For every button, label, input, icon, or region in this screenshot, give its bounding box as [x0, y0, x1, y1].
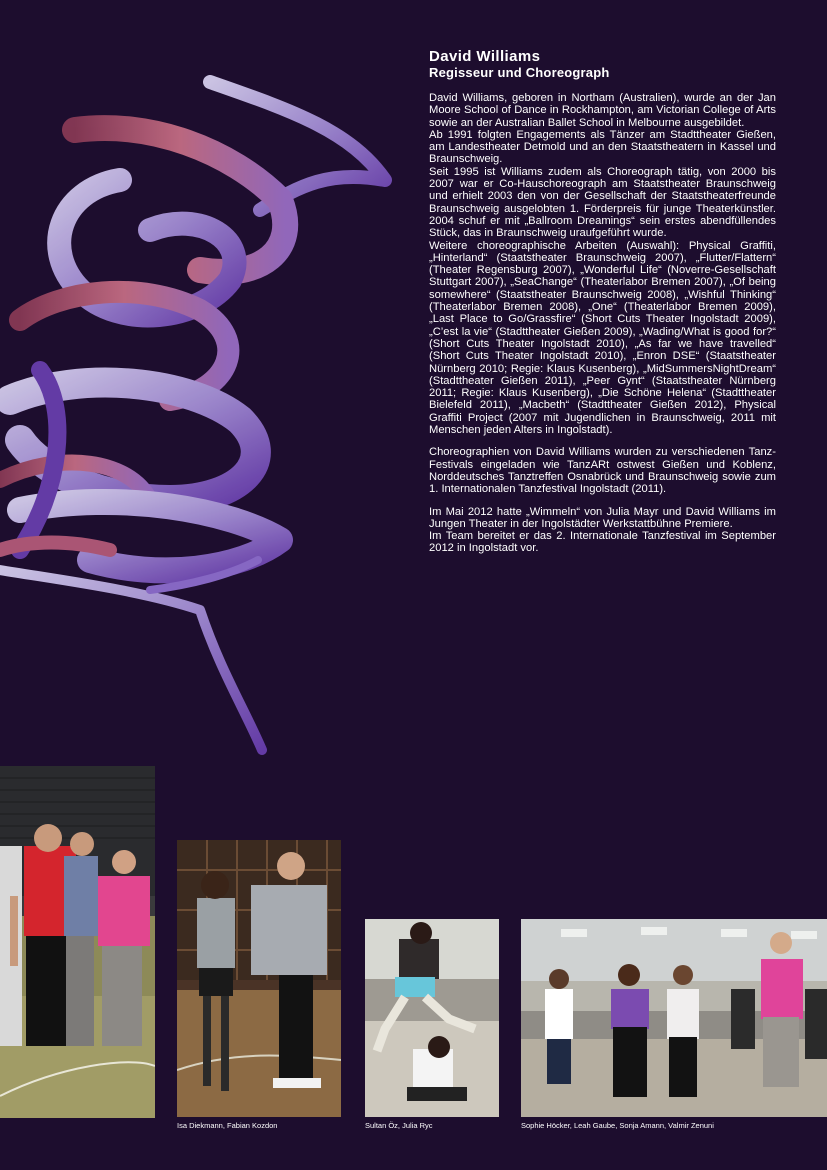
person-role: Regisseur und Choreograph [429, 65, 610, 80]
photo-caption: Sophie Höcker, Leah Gaube, Sonja Amann, Valmir Zenuni [521, 1121, 714, 1130]
bio-paragraph: Ab 1991 folgten Engagements als Tänzer am Stadttheater Gießen, am Landestheater Detmold und an den Staatstheatern in Kassel und Braunschweig. [429, 128, 776, 166]
bio-paragraph-team: Im Team bereitet er das 2. Internationale Tanzfestival im September 2012 in Ingolstadt vor. [429, 530, 776, 555]
bio-paragraph-festivals: Choreographien von David Williams wurden zu verschiedenen Tanz-Festivals eingeladen wie TanzARt ostwest Gießen und Koblenz, Norddeutsches Tanztreffen Osnabrück und Braunschweig sowie zum 1. Internationalen Tanzfestival Ingolstadt (2011). [429, 446, 776, 496]
bio-paragraph: David Williams, geboren in Northam (Australien), wurde an der Jan Moore School of Dance in Rockhampton, am Victorian College of Arts sowie an der Australian Ballet School in Melbourne ausgebildet. [429, 92, 776, 129]
photo-duo-rehearsal [177, 840, 341, 1117]
photo-dancers-jump [365, 919, 499, 1117]
photo-caption: Sultan Öz, Julia Ryc [365, 1121, 433, 1130]
photo-group-hall [521, 919, 827, 1117]
bio-paragraph: Seit 1995 ist Williams zudem als Choreograph tätig, von 2000 bis 2007 war er Co-Hauschoreograph am Staatstheater Braunschweig und erhielt 2003 den von der Gesellschaft der Staatstheaterfreunde Braunschweig ausgelobten 1. Förderpreis für junge Theaterkünstler. 2004 schuf er mit „Ballroom Dreamings“ sein erstes abendfüllendes Stück, das in Braunschweig uraufgeführt wurde. [429, 165, 776, 240]
bio-paragraph-premiere: Im Mai 2012 hatte „Wimmeln“ von Julia Mayr und David Williams im Jungen Theater in der Ingolstädter Werkstattbühne Premiere. [429, 505, 776, 530]
biography-column [429, 48, 776, 555]
bio-paragraph-works: Weitere choreographische Arbeiten (Auswahl): Physical Graffiti, „Hinterland“ (Staatstheater Braunschweig 2007), „Flutter/Flattern“ (Theater Regensburg 2007), „Wonderful Life“ (Noverre-Gesellschaft Stuttgart 2007), „SeaChange“ (Theaterlabor Bremen 2007), „Of being somewhere“ (Staatstheater Braunschweig 2008), „Wishful Thinking“ (Theaterlabor Bremen 2008), „One“ (Theaterlabor Bremen 2009), „Last Place to Go/Grassfire“ (Short Cuts Theater Ingolstadt 2009), „C’est la vie“ (Stadttheater Gießen 2009), „Wading/What is good for?“ (Short Cuts Theater Ingolstadt 2010), „As far we have travelled“ (Short Cuts Theater Ingolstadt 2010), „Enron DSE“ (Staatstheater Nürnberg 2010; Regie: Klaus Kusenberg), „MidSummersNightDream“ (Stadttheater Gießen 2011), „Peer Gynt“ (Staatstheater Nürnberg 2011; Regie: Klaus Kusenberg), „Die Schöne Helena“ (Stadttheater Bielefeld 2011), „Macbeth“ (Stadttheater Gießen 2012), Physical Graffiti Project (2007 mit Jugendlichen in Braunschweig, 2011 mit Menschen jeden Alters in Ingolstadt). [429, 239, 776, 437]
photo-caption: Isa Diekmann, Fabian Kozdon [177, 1121, 278, 1130]
person-name: David Williams [429, 48, 541, 65]
brush-stroke-artwork [0, 70, 400, 770]
photo-group-gym [0, 766, 155, 1118]
